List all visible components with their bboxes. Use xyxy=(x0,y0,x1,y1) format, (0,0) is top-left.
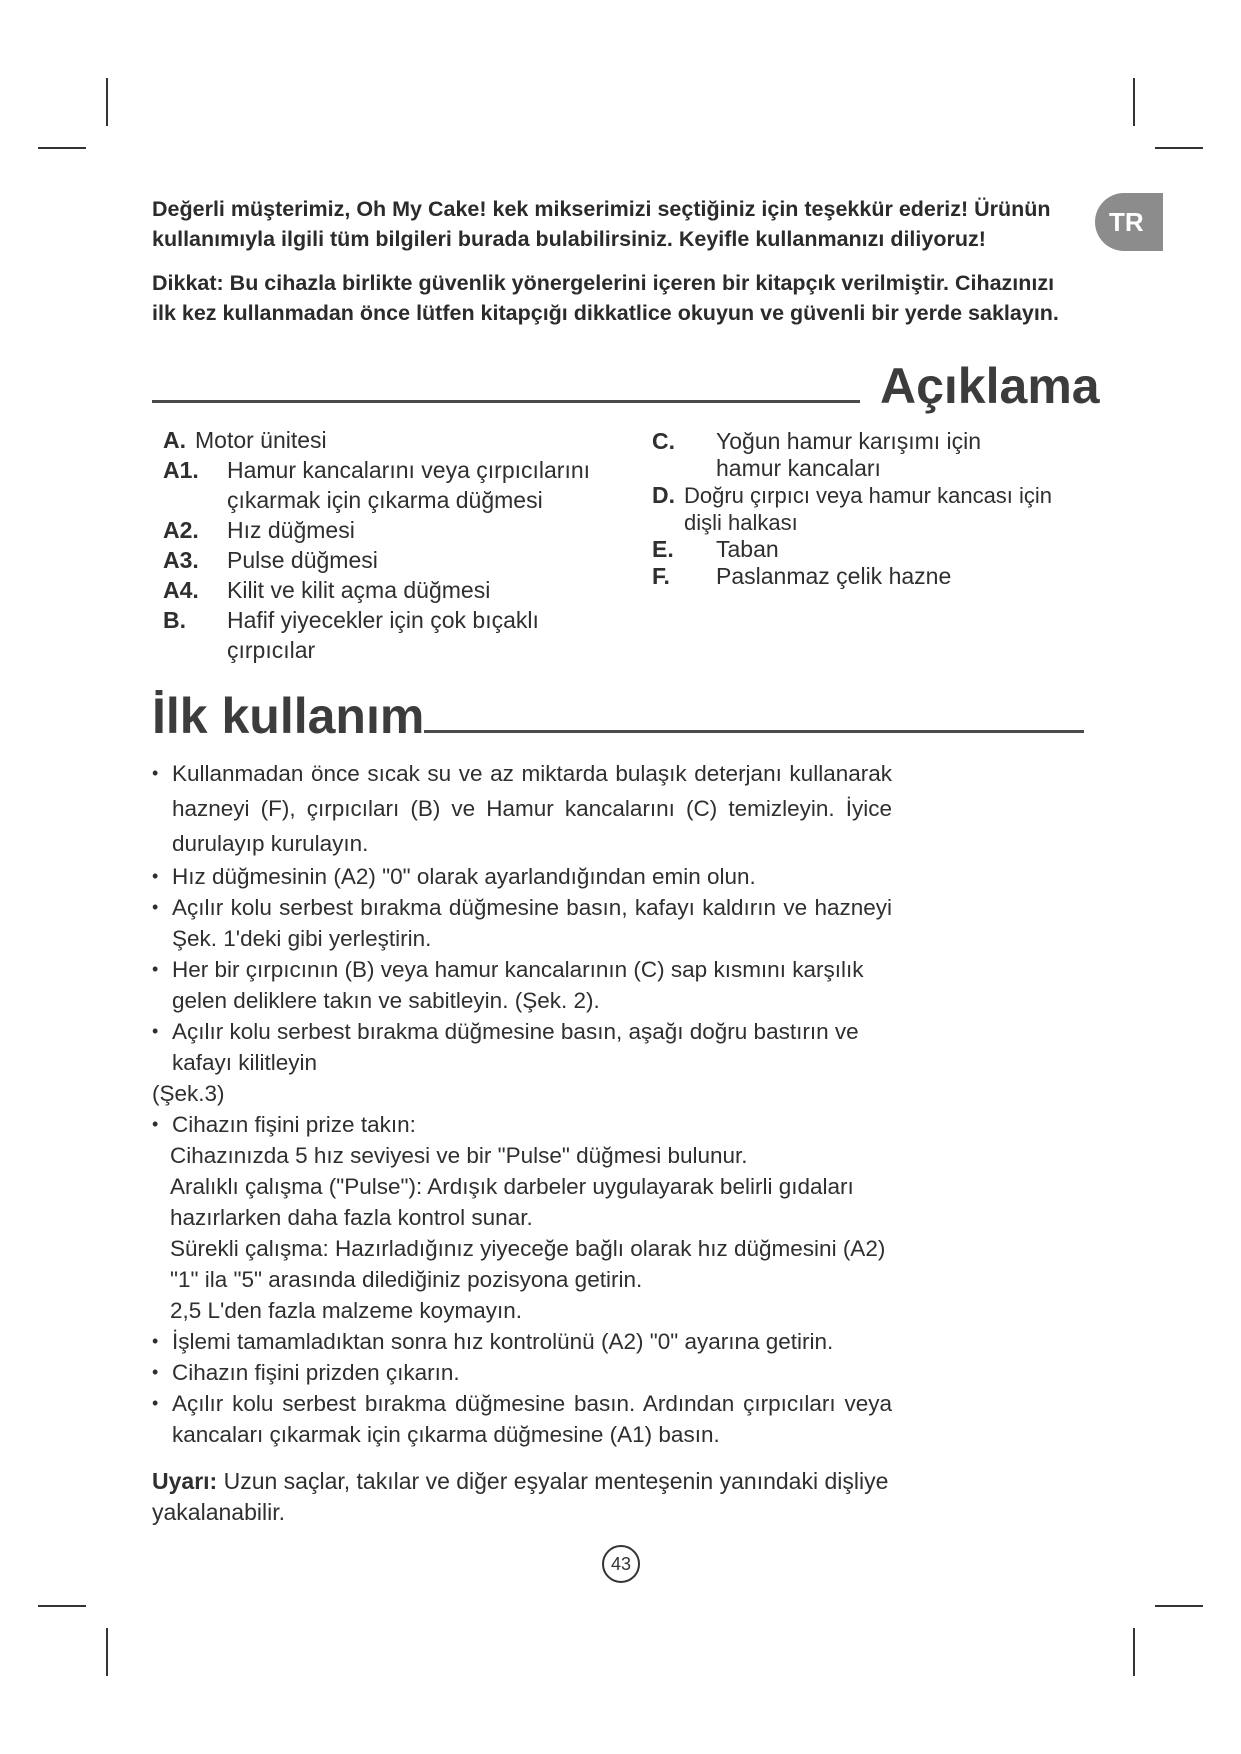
part-item xyxy=(652,563,1062,590)
instruction-note: Cihazınızda 5 hız seviyesi ve bir "Pulse" düğmesi bulunur. xyxy=(170,1143,748,1168)
part-text: Pulse düğmesi xyxy=(227,547,378,573)
part-text: Hafif yiyecekler için çok bıçaklı çırpıcılar xyxy=(227,607,539,663)
part-key: F. xyxy=(652,563,670,589)
part-item xyxy=(163,575,613,605)
instruction-note: Aralıklı çalışma ("Pulse"): Ardışık darbeler uygulayarak belirli gıdaları hazırlarken daha fazla kontrol sunar. xyxy=(170,1174,854,1230)
instruction-item: • Her bir çırpıcının (B) veya hamur kancalarının (C) sap kısmını karşılık gelen deliklere takın ve sabitleyin. (Şek. 2). xyxy=(152,954,892,1016)
crop-mark xyxy=(106,1628,108,1676)
language-tab: TR xyxy=(1095,193,1163,251)
crop-mark xyxy=(1155,1605,1203,1607)
part-key: A3. xyxy=(163,547,199,573)
part-key: A. xyxy=(163,427,186,453)
crop-mark xyxy=(106,78,108,126)
part-text: Motor ünitesi xyxy=(195,427,327,453)
instruction-item: • Açılır kolu serbest bırakma düğmesine basın. Ardından çırpıcıları veya kancaları çıkarmak için çıkarma düğmesine (A1) basın. xyxy=(152,1388,892,1450)
instruction-item: • Kullanmadan önce sıcak su ve az miktarda bulaşık deterjanı kullanarak hazneyi (F), çırpıcıları (B) ve Hamur kancalarını (C) temizleyin. İyice durulayıp kurulayın. xyxy=(152,756,892,861)
intro-block xyxy=(152,194,1082,328)
crop-mark xyxy=(1133,1628,1135,1676)
section-title-description: Açıklama xyxy=(880,358,1100,414)
crop-mark xyxy=(38,1605,86,1607)
parts-list-right xyxy=(652,428,1062,590)
instruction-note: 2,5 L'den fazla malzeme koymayın. xyxy=(170,1298,522,1323)
part-text: Hamur kancalarını veya çırpıcılarını çıkarmak için çıkarma düğmesi xyxy=(227,457,591,513)
section-rule xyxy=(424,730,1084,733)
crop-mark xyxy=(1133,78,1135,126)
instruction-item: • Hız düğmesinin (A2) "0" olarak ayarlandığından emin olun. xyxy=(152,861,892,892)
instruction-item: • Açılır kolu serbest bırakma düğmesine basın, kafayı kaldırın ve hazneyi Şek. 1'deki gibi yerleştirin. xyxy=(152,892,892,954)
part-key: C. xyxy=(652,428,675,454)
part-item xyxy=(163,455,613,515)
part-item xyxy=(163,545,613,575)
section-title-first-use: İlk kullanım xyxy=(152,688,425,744)
instruction-item: • Cihazın fişini prizden çıkarın. xyxy=(152,1357,892,1388)
part-text: Taban xyxy=(716,536,779,562)
part-item xyxy=(652,536,1062,563)
warning-note xyxy=(152,1466,892,1528)
part-item xyxy=(163,425,613,455)
part-key: A1. xyxy=(163,457,199,483)
intro-caution: Dikkat: Bu cihazla birlikte güvenlik yönergelerini içeren bir kitapçık verilmiştir. Cihazınızı ilk kez kullanmadan önce lütfen kitapçığı dikkatlice okuyun ve güvenli bir yerde saklayın. xyxy=(152,271,1059,325)
part-item xyxy=(652,428,1062,482)
instruction-note: Sürekli çalışma: Hazırladığınız yiyeceğe bağlı olarak hız düğmesini (A2) "1" ila "5" arasında dilediğiniz pozisyona getirin. xyxy=(170,1236,886,1292)
part-text: Yoğun hamur karışımı için hamur kancaları xyxy=(716,428,982,481)
part-key: B. xyxy=(163,607,186,633)
first-use-instructions xyxy=(152,756,892,1450)
part-key: D. xyxy=(652,482,675,508)
parts-list-left xyxy=(163,425,613,665)
instruction-item: • Açılır kolu serbest bırakma düğmesine basın, aşağı doğru bastırın ve kafayı kilitleyin xyxy=(152,1016,892,1078)
part-key: A2. xyxy=(163,517,199,543)
part-text: Hız düğmesi xyxy=(227,517,355,543)
warning-text: Uzun saçlar, takılar ve diğer eşyalar menteşenin yanındaki dişliye yakalanabilir. xyxy=(152,1468,889,1525)
part-item xyxy=(163,515,613,545)
crop-mark xyxy=(38,147,86,149)
part-item xyxy=(652,482,1062,536)
warning-label: Uyarı: xyxy=(152,1468,218,1494)
part-item xyxy=(163,605,613,665)
part-text: Kilit ve kilit açma düğmesi xyxy=(227,577,491,603)
part-key: A4. xyxy=(163,577,199,603)
part-text: Doğru çırpıcı veya hamur kancası için dişli halkası xyxy=(684,483,1053,535)
instruction-item: • Cihazın fişini prize takın: xyxy=(152,1109,892,1140)
figure-reference: (Şek.3) xyxy=(152,1081,225,1106)
intro-thanks: Değerli müşterimiz, Oh My Cake! kek mikserimizi seçtiğiniz için teşekkür ederiz! Ürünün kullanımıyla ilgili tüm bilgileri burada bulabilirsiniz. Keyifle kullanmanızı diliyoruz! xyxy=(152,197,1051,251)
part-key: E. xyxy=(652,536,674,562)
page-number: 43 xyxy=(602,1545,640,1583)
crop-mark xyxy=(1155,147,1203,149)
section-rule xyxy=(152,400,860,403)
part-text: Paslanmaz çelik hazne xyxy=(716,563,952,589)
instruction-item: • İşlemi tamamladıktan sonra hız kontrolünü (A2) "0" ayarına getirin. xyxy=(152,1326,892,1357)
